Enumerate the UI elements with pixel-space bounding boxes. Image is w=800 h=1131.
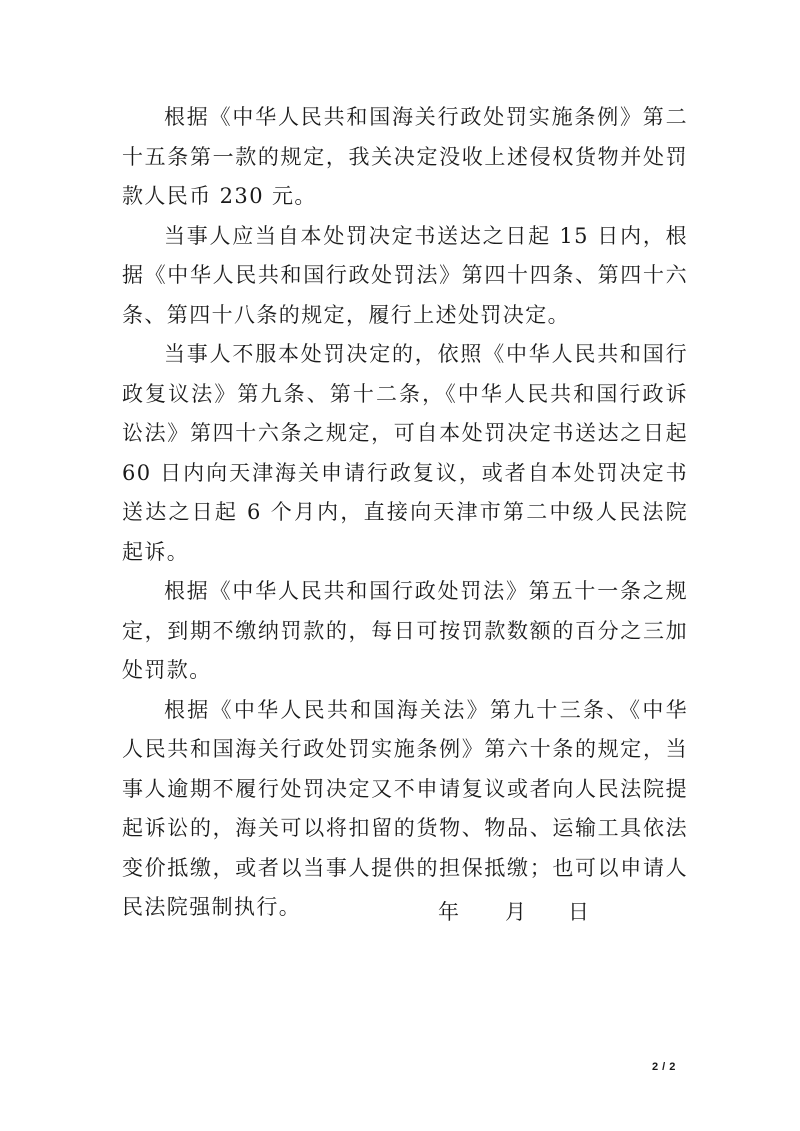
document-body xyxy=(122,98,688,928)
page-number: 2 / 2 xyxy=(652,1061,676,1073)
paragraph-payment-deadline: 当事人应当自本处罚决定书送达之日起 15 日内，根据《中华人民共和国行政处罚法》第四十四条、第四十六条、第四十八条的规定，履行上述处罚决定。 xyxy=(122,223,688,327)
paragraph-enforcement: 根据《中华人民共和国海关法》第九十三条、《中华人民共和国海关行政处罚实施条例》第六十条的规定，当事人逾期不履行处罚决定又不申请复议或者向人民法院提起诉讼的，海关可以将扣留的货物、物品、运输工具依法变价抵缴，或者以当事人提供的担保抵缴；也可以申请人民法院强制执行。 xyxy=(122,697,688,919)
date-month-label: 月 xyxy=(505,900,526,924)
date-day-label: 日 xyxy=(568,900,589,924)
paragraph-late-fee: 根据《中华人民共和国行政处罚法》第五十一条之规定，到期不缴纳罚款的，每日可按罚款数额的百分之三加处罚款。 xyxy=(122,579,688,682)
paragraph-penalty-decision: 根据《中华人民共和国海关行政处罚实施条例》第二十五条第一款的规定，我关决定没收上述侵权货物并处罚款人民币 230 元。 xyxy=(122,105,688,208)
date-year-label: 年 xyxy=(438,900,459,924)
paragraph-appeal-rights: 当事人不服本处罚决定的，依照《中华人民共和国行政复议法》第九条、第十二条，《中华人民共和国行政诉讼法》第四十六条之规定，可自本处罚决定书送达之日起 60 日内向天津海关申请行政复议，或者自本处罚决定书送达之日起 6 个月内，直接向天津市第二中级人民法院起诉。 xyxy=(122,342,688,564)
